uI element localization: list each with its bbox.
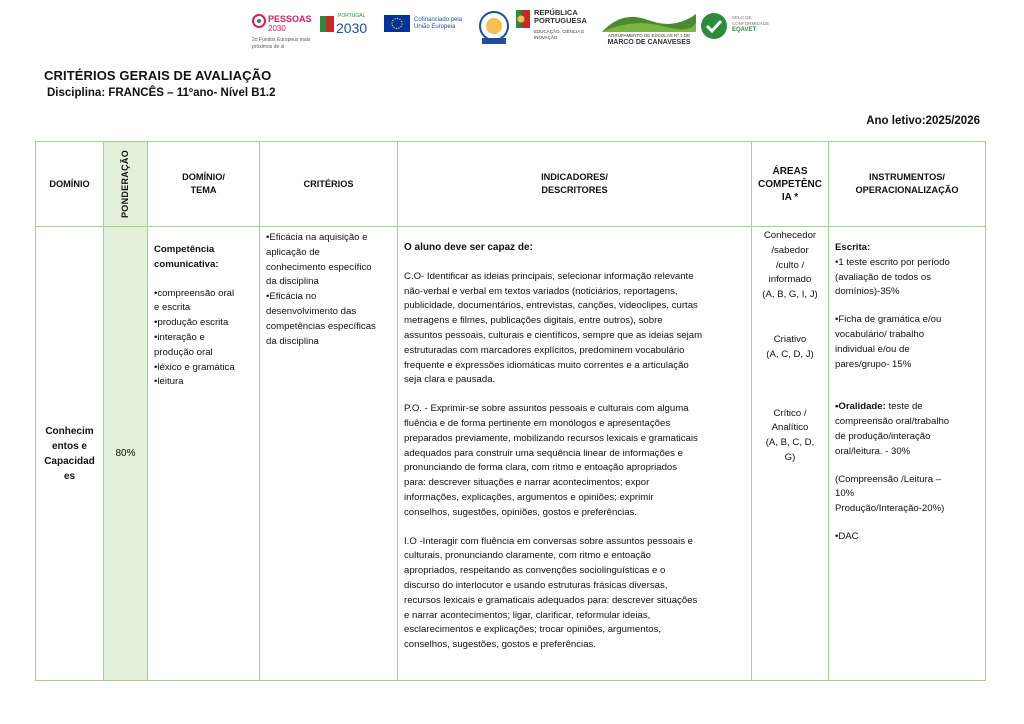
header-areas: ÁREAS COMPETÊNC IA * bbox=[752, 142, 829, 227]
agrupamento-logo bbox=[602, 8, 696, 50]
portugal-label: PORTUGAL bbox=[338, 13, 366, 19]
breakdown-block: (Compreensão /Leitura – 10% Produção/Interação-20%) bbox=[835, 473, 945, 515]
indicador-po: P.O. - Exprimir-se sobre assuntos pessoais e culturais com alguma fluência e de forma pertinente em monólogos e apresentações preparados previamente, mobilizando recursos lexicais e gramaticais adequados para construir uma sequência linear de informações e pronunciando de forma clara, com ritmo e entoação apropriados para: descrever situações e narrar acontecimentos; expor informações, explicações, argumentos e opiniões; exprimir conselhos, sugestões, opiniões, gostos e preferências. bbox=[404, 403, 698, 518]
cell-dominio: Conhecim entos e Capacidad es bbox=[36, 227, 104, 681]
eqavet-line3: EQAVET bbox=[732, 27, 757, 33]
indicador-io: I.O -Interagir com fluência em conversas sobre assuntos pessoais e culturais, pronunciando claramente, com ritmo e entoação apropriados, respeitando as convenções sociolinguísticas e o discurso do interlocutor e usando estruturas frásicas diversas, recursos lexicais e gramaticais adequados para: descrever situações e narrar acontecimentos; ligar, clarificar, reformular ideias, esclarecimentos e explicações; trocar opiniões, argumentos, conselhos, sugestões, gostos e preferências. bbox=[404, 535, 698, 651]
eu-flag-icon bbox=[384, 15, 410, 32]
header-dominio: DOMÍNIO bbox=[36, 142, 104, 227]
escrita-block-2: •Ficha de gramática e/ou vocabulário/ trabalho individual e/ou de pares/grupo- 15% bbox=[835, 314, 942, 370]
eqavet-logo bbox=[700, 8, 770, 50]
header-indicadores: INDICADORES/ DESCRITORES bbox=[398, 142, 752, 227]
republica-emblem-icon bbox=[516, 10, 530, 28]
criteria-table bbox=[35, 141, 986, 681]
cell-tema: Competência comunicativa: •compreensão oral e escrita •produção escrita •interação e produção oral •léxico e gramática •leitura bbox=[148, 227, 260, 681]
eu-text: Cofinanciado pela União Europeia bbox=[414, 17, 463, 30]
check-seal-icon bbox=[700, 12, 728, 40]
pessoas-icon bbox=[252, 14, 266, 28]
header-ponderacao: PONDERAÇÃO bbox=[104, 142, 148, 227]
seal-emblem bbox=[478, 8, 508, 50]
area-conhecedor: Conhecedor /sabedor /culto / informado (A, B, G, I, J) bbox=[762, 230, 818, 301]
school-year: Ano letivo:2025/2026 bbox=[866, 115, 980, 127]
dac-item: •DAC bbox=[835, 530, 859, 542]
republica-line2: PORTUGUESA bbox=[534, 16, 587, 25]
cell-criterios: •Eficácia na aquisição e aplicação de conhecimento específico da disciplina •Eficácia no desenvolvimento das competências específicas da disciplina bbox=[260, 227, 398, 681]
cell-instrumentos bbox=[829, 227, 986, 681]
discipline-subtitle: Disciplina: FRANCÊS – 11ºano- Nível B1.2 bbox=[47, 87, 276, 99]
indicadores-intro: O aluno deve ser capaz de: bbox=[404, 242, 533, 253]
hills-icon bbox=[602, 8, 696, 32]
cell-ponderacao: 80% bbox=[104, 227, 148, 681]
portugal-year: 2030 bbox=[336, 20, 368, 36]
area-critico: Crítico / Analítico (A, B, C, D, G) bbox=[765, 407, 815, 463]
header-dominio-tema: DOMÍNIO/ TEMA bbox=[148, 142, 260, 227]
pessoas-2030-logo bbox=[250, 8, 314, 50]
indicador-co: C.O- Identificar as ideias principais, selecionar informação relevante não-verbal e verbal em textos variados (noticiários, reportagens, publicidade, documentários, entrevistas, canções, videoclipes, curtas metragens e filmes, publicações digitais, entre outros), sobre assuntos pessoais, culturais e científicos, sempre que as ideias sejam estruturadas com marcadores explícitos, predominem vocabulário frequente e expressões idiomáticas muito correntes e a articulação seja clara e pausada. bbox=[404, 270, 703, 386]
agrupamento-line1: AGRUPAMENTO DE ESCOLAS Nº 1 DE bbox=[607, 33, 691, 38]
table-row bbox=[36, 227, 986, 681]
header-criterios: CRITÉRIOS bbox=[260, 142, 398, 227]
portugal-2030-logo bbox=[318, 8, 370, 50]
republica-line1: REPÚBLICA bbox=[534, 8, 578, 17]
seal-icon bbox=[478, 10, 510, 48]
eu-logo bbox=[384, 8, 474, 50]
pessoas-year: 2030 bbox=[268, 24, 286, 33]
agrupamento-line2: MARCO DE CANAVESES bbox=[607, 39, 691, 46]
portugal-icon bbox=[320, 16, 334, 32]
escrita-block-1: Escrita: •1 teste escrito por período (avaliação de todos os domínios)-35% bbox=[835, 242, 950, 298]
cell-areas bbox=[752, 227, 829, 681]
republica-logo bbox=[516, 8, 596, 50]
eqavet-line2: CONFORMIDADE bbox=[732, 21, 769, 26]
republica-line3: EDUCAÇÃO, CIÊNCIA E INOVAÇÃO bbox=[534, 29, 585, 40]
document-title: CRITÉRIOS GERAIS DE AVALIAÇÃO bbox=[44, 68, 272, 83]
cell-indicadores bbox=[398, 227, 752, 681]
logo-strip bbox=[250, 8, 770, 50]
header-instrumentos: INSTRUMENTOS/ OPERACIONALIZAÇÃO bbox=[829, 142, 986, 227]
table-header-row bbox=[36, 142, 986, 227]
oralidade-block: •Oralidade: teste de compreensão oral/trabalho de produção/interação oral/leitura. - 30% bbox=[835, 401, 950, 457]
area-criativo: Criativo (A, C, D, J) bbox=[766, 333, 814, 360]
pessoas-tagline: 2o Fundos Europeus mais próximos de si bbox=[252, 37, 311, 50]
pessoas-name: PESSOAS bbox=[268, 14, 312, 24]
eqavet-line1: SELO DE bbox=[732, 15, 752, 20]
